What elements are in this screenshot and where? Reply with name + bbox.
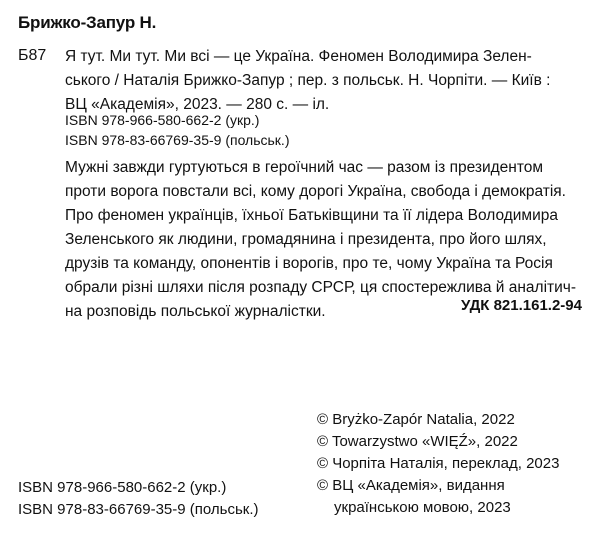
isbn-pol: ISBN 978-83-66769-35-9 (польськ.) [65, 132, 290, 148]
copyright-line: © ВЦ «Академія», видання [317, 477, 505, 494]
annotation-line: Зеленського як людини, громадянина і президента, про його шлях, [65, 231, 547, 248]
copyright-line: українською мовою, 2023 [334, 499, 511, 516]
author-heading: Брижко-Запур Н. [18, 13, 157, 32]
annotation-line: проти ворога повстали всі, кому дорогі Україна, свобода і демократія. [65, 183, 566, 200]
classification-code: Б87 [18, 47, 47, 64]
bottom-isbn-list [18, 477, 259, 521]
annotation-line: Мужні завжди гуртуються в героїчний час — разом із президентом [65, 159, 544, 176]
udk-code: УДК 821.161.2-94 [461, 297, 582, 314]
bottom-isbn-pol: ISBN 978-83-66769-35-9 (польськ.) [18, 501, 259, 518]
bibliographic-description [65, 45, 585, 117]
isbn-ukr: ISBN 978-966-580-662-2 (укр.) [65, 112, 260, 128]
annotation-line: на розповідь польської журналістки. [65, 303, 326, 320]
biblio-line: ського / Наталія Брижко-Запур ; пер. з польськ. Н. Чорпіти. — Київ : [65, 72, 551, 89]
bottom-isbn-ukr: ISBN 978-966-580-662-2 (укр.) [18, 479, 227, 496]
annotation-line: друзів та команду, опонентів і ворогів, про те, чому Україна та Росія [65, 255, 553, 272]
annotation-line: Про феномен українців, їхньої Батьківщини та її лідера Володимира [65, 207, 558, 224]
biblio-line: Я тут. Ми тут. Ми всі — це Україна. Феномен Володимира Зелен- [65, 48, 532, 65]
copyright-line: © Bryżko-Zapór Natalia, 2022 [317, 411, 515, 428]
copyright-line: © Towarzystwo «WIĘŹ», 2022 [317, 433, 518, 450]
annotation-line: обрали різні шляхи після розпаду СРСР, ця спостережлива й аналітич- [65, 279, 577, 296]
copyright-line: © Чорпіта Наталія, переклад, 2023 [317, 455, 560, 472]
biblio-line: ВЦ «Академія», 2023. — 280 с. — іл. [65, 96, 330, 113]
copyright-notices [317, 409, 559, 519]
isbn-list [65, 110, 289, 150]
